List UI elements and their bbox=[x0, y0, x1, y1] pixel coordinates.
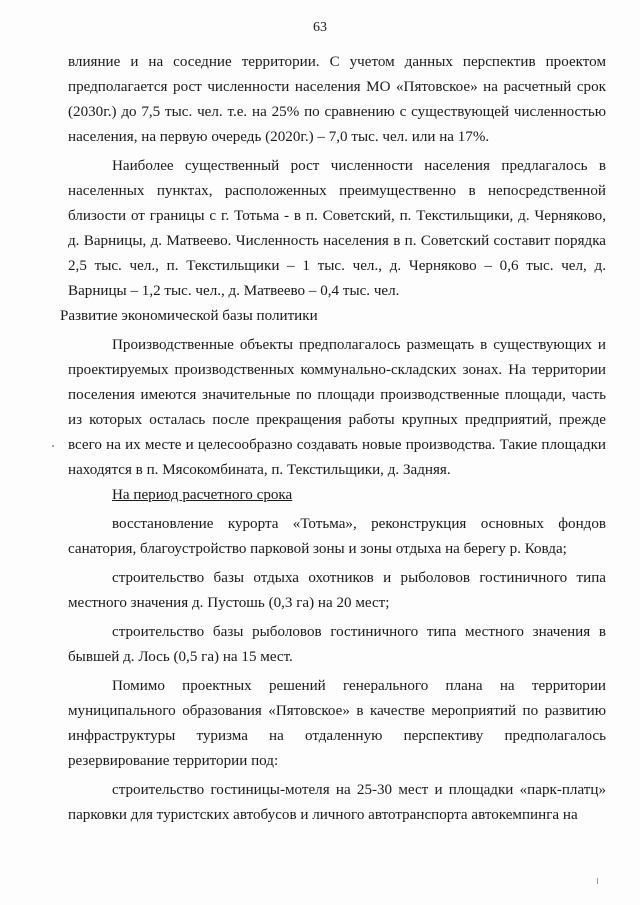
paragraph-population-forecast: влияние и на соседние территории. С учетом данных перспектив проектом предполагается рост численности населения МО «Пятовское» на расчетный срок (2030г.) до 7,5 тыс. чел. т.е. на 25% по сравнению с существующей численностью населения, на первую очередь (2020г.) – 7,0 тыс. чел. или на 17%. bbox=[68, 54, 606, 145]
paragraph-production-objects: Производственные объекты предполагалось размещать в существующих и проектируемых производственных коммунально-складских зонах. На территории поселения имеются значительные по площади производственные площади, часть из которых осталась после прекращения работы крупных предприятий, прежде всего на их месте и целесообразно создавать новые производства. Такие площадки находятся в п. Мясокомбината, п. Текстильщики, д. Задняя. bbox=[68, 337, 606, 478]
section-heading-economic-base: Развитие экономической базы политики bbox=[60, 308, 318, 324]
list-item-fishers-base: строительство базы рыболовов гостиничного типа местного значения в бывшей д. Лось (0,5 га) на 15 мест. bbox=[68, 624, 606, 665]
page-number: 63 bbox=[313, 20, 327, 35]
list-item-resort-restoration: восстановление курорта «Тотьма», реконструкция основных фондов санатория, благоустройство парковой зоны и зоны отдыха на берегу р. Ковда; bbox=[68, 516, 606, 557]
paragraph-population-settlements: Наиболее существенный рост численности населения предлагалось в населенных пунктах, расположенных преимущественно в непосредственной близости от границы с г. Тотьма - в п. Советский, п. Текстильщики, д. Черняково, д. Варницы, д. Матвеево. Численность населения в п. Советский составит порядка 2,5 тыс. чел., п. Текстильщики – 1 тыс. чел., д. Черняково – 0,6 тыс. чел, д. Варницы – 1,2 тыс. чел., д. Матвеево – 0,4 тыс. чел. bbox=[68, 158, 606, 299]
paragraph-tourism-reserve: Помимо проектных решений генерального плана на территории муниципального образования «Пятовское» в качестве мероприятий по развитию инфраструктуры туризма на отдаленную перспективу предполагалось резервирование территории под: bbox=[68, 678, 606, 769]
list-item-hunters-base: строительство базы отдыха охотников и рыболовов гостиничного типа местного значения д. Пустошь (0,3 га) на 20 мест; bbox=[68, 570, 606, 611]
list-item-motel-construction: строительство гостиницы-мотеля на 25-30 мест и площадки «парк-платц» парковки для туристских автобусов и личного автотранспорта автокемпинга на bbox=[68, 782, 606, 823]
scan-tick bbox=[597, 878, 598, 884]
body-text bbox=[60, 50, 606, 828]
scan-speck bbox=[52, 445, 54, 447]
subheading-estimated-period bbox=[68, 483, 606, 508]
subheading-text: На период расчетного срока bbox=[112, 487, 293, 503]
